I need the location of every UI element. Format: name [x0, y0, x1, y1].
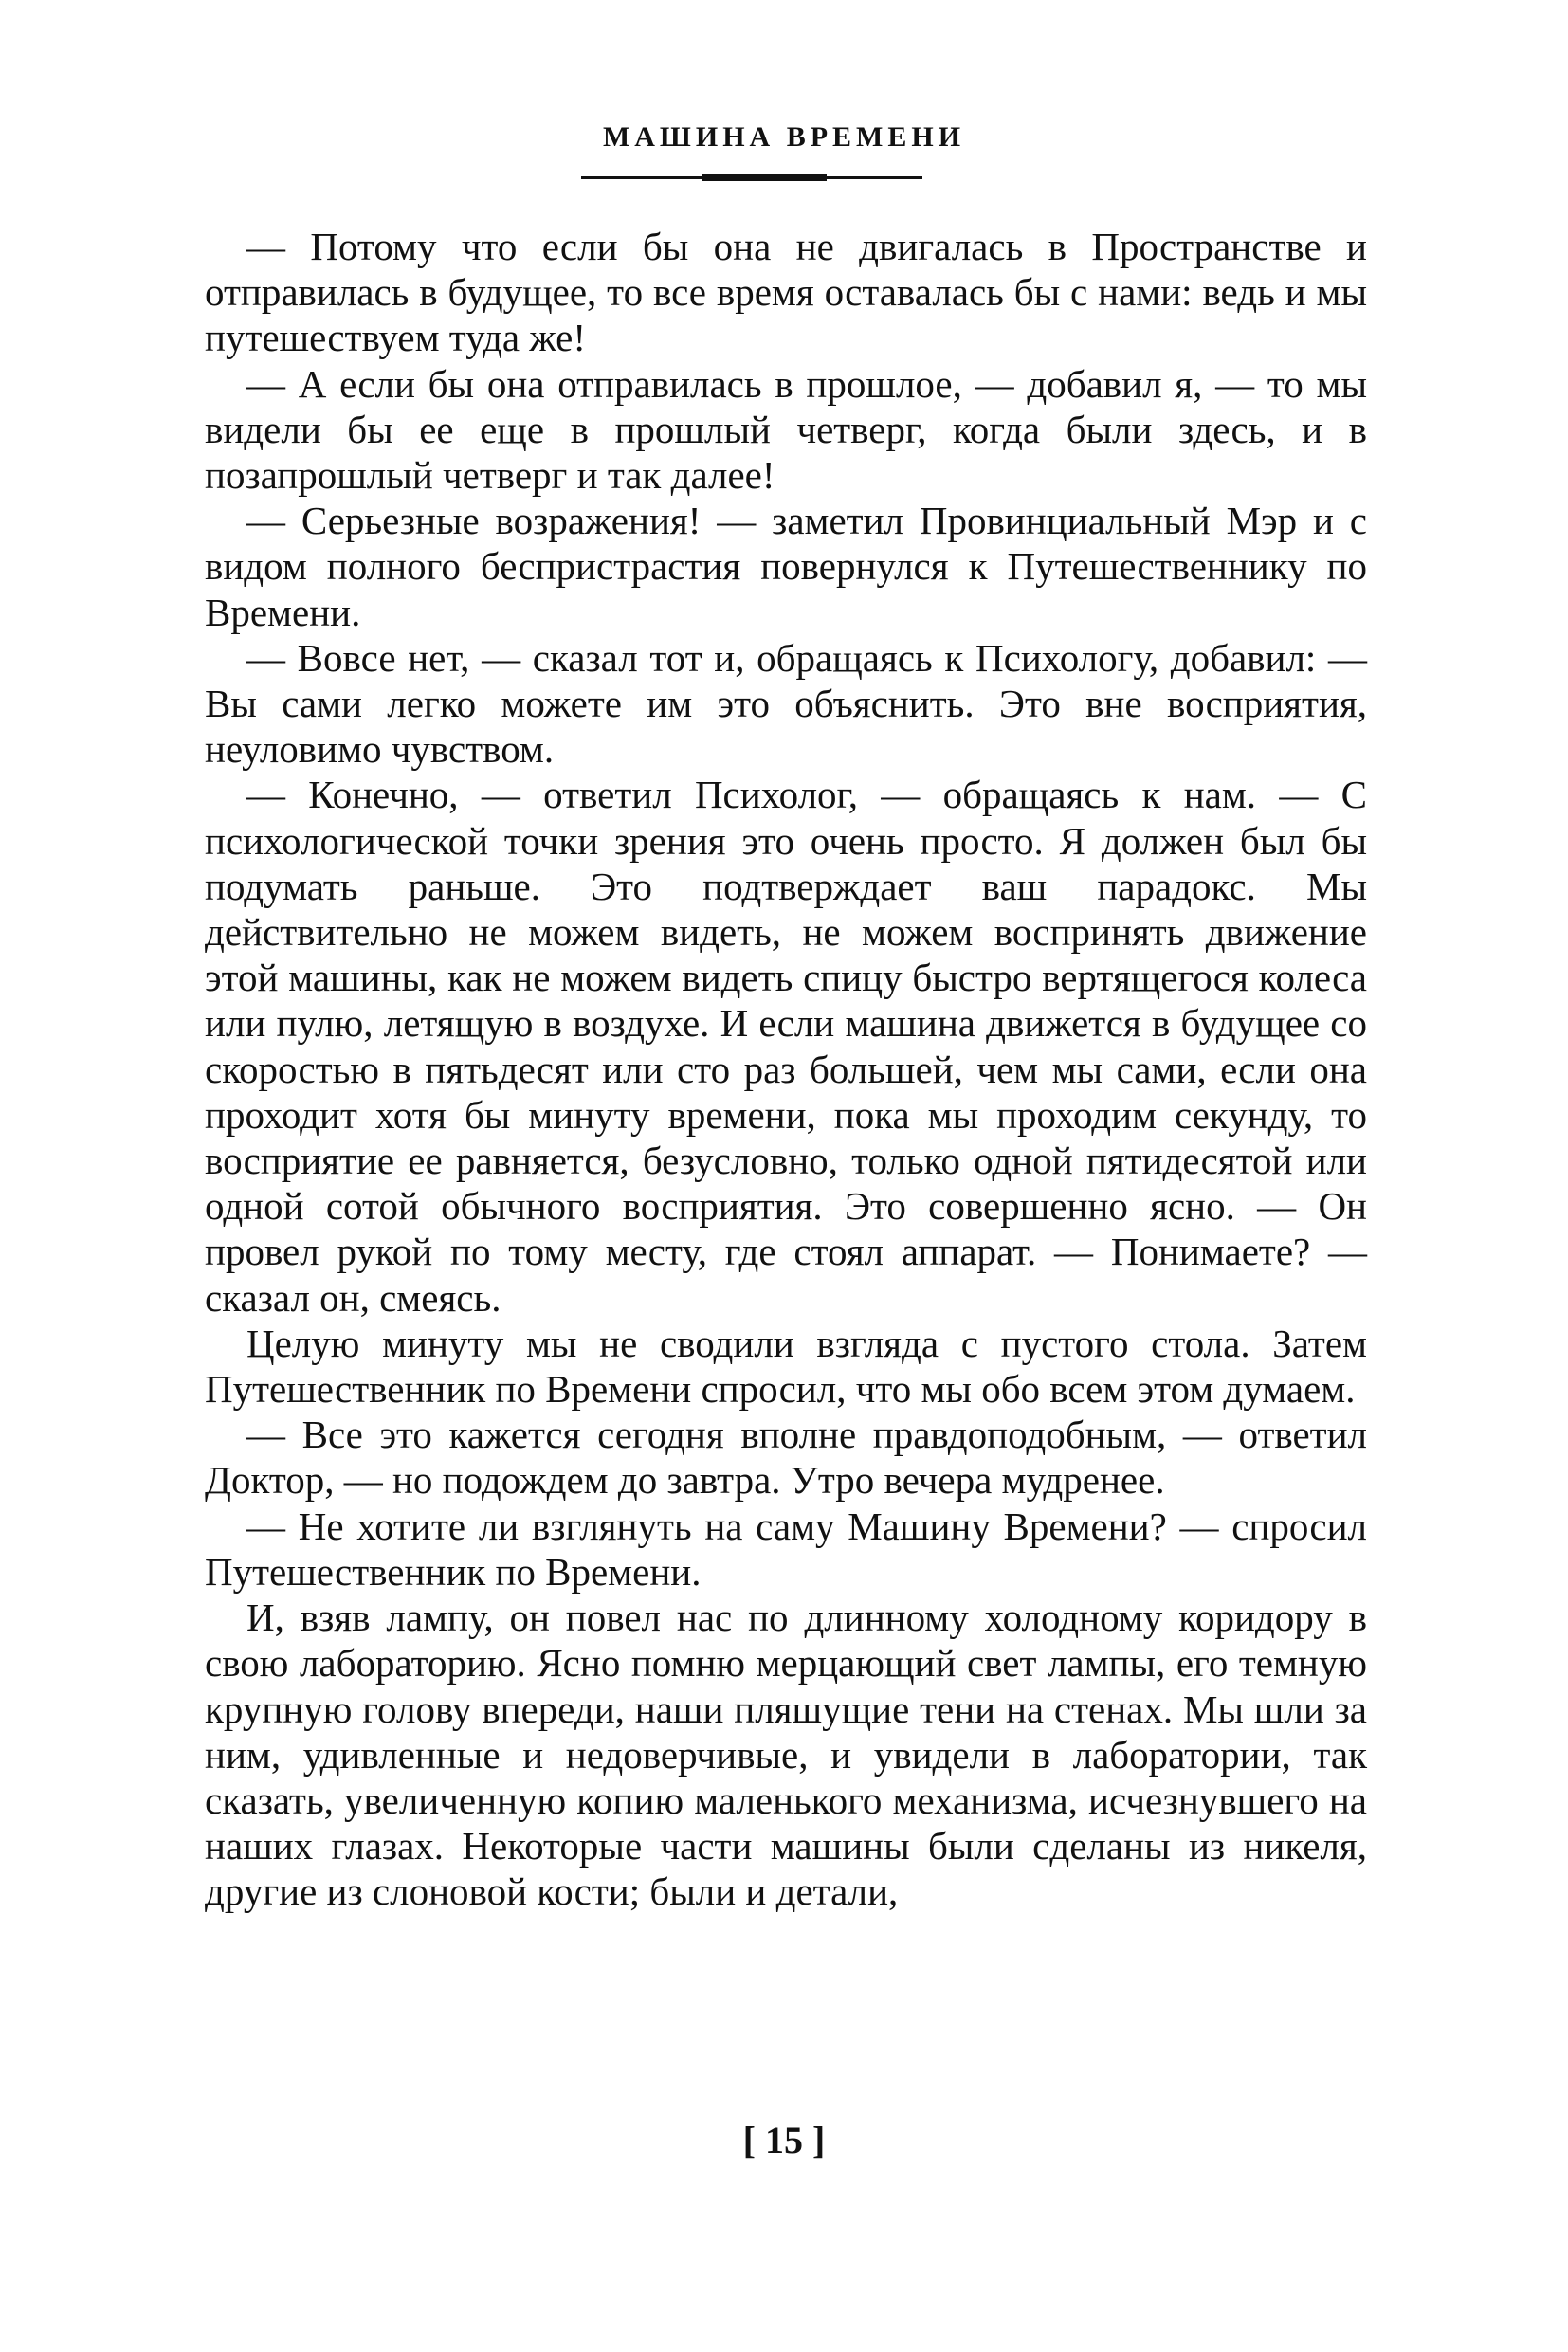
paragraph: — Вовсе нет, — сказал тот и, обращаясь к Психологу, добавил: — Вы сами легко можете им это объяснить. Это вне восприятия, неуловимо чувством.: [205, 635, 1367, 772]
paragraph: — Все это кажется сегодня вполне правдоподобным, — ответил Доктор, — но подождем до завтра. Утро вечера мудренее.: [205, 1413, 1367, 1503]
paragraph: — А если бы она отправилась в прошлое, — добавил я, — то мы видели бы ее еще в прошлый четверг, когда были здесь, и в позапрошлый четверг и так далее!: [205, 361, 1367, 498]
running-head-rule-accent: [702, 174, 827, 181]
paragraph: И, взяв лампу, он повел нас по длинному холодному коридору в свою лабораторию. Ясно помню мерцающий свет лампы, его темную крупную голову впереди, наши пляшущие тени на стенах. Мы шли за ним, удивленные и недоверчивые, и увидели в лаборатории, так сказать, увеличенную копию маленького механизма, исчезнувшего на наших глазах. Некоторые части машины были сделаны из никеля, другие из слоновой кости; были и детали,: [205, 1595, 1367, 1914]
paragraph: — Не хотите ли взглянуть на саму Машину Времени? — спросил Путешественник по Времени.: [205, 1504, 1367, 1594]
page-number: [ 15 ]: [742, 2119, 826, 2161]
paragraph: Целую минуту мы не сводили взгляда с пустого стола. Затем Путешественник по Времени спросил, что мы обо всем этом думаем.: [205, 1321, 1367, 1412]
paragraph: — Серьезные возражения! — заметил Провинциальный Мэр и с видом полного беспристрастия повернулся к Путешественнику по Времени.: [205, 499, 1367, 634]
body-text: [205, 224, 1367, 1915]
paragraph: — Потому что если бы она не двигалась в Пространстве и отправилась в будущее, то все время оставалась бы с нами: ведь и мы путешествуем туда же!: [205, 225, 1367, 360]
paragraph: — Конечно, — ответил Психолог, — обращаясь к нам. — С психологической точки зрения это очень просто. Я должен был бы подумать раньше. Это подтверждает ваш парадокс. Мы действительно не можем видеть, не можем воспринять движение этой машины, как не можем видеть спицу быстро вертящегося колеса или пулю, летящую в воздухе. И если машина движется в будущее со скоростью в пятьдесят или сто раз большей, чем мы сами, если она проходит хотя бы минуту времени, пока мы проходим секунду, то восприятие ее равняется, безусловно, только одной пятидесятой или одной сотой обычного восприятия. Это совершенно ясно. — Он провел рукой по тому месту, где стоял аппарат. — Понимаете? — сказал он, смеясь.: [205, 773, 1367, 1320]
running-head: МАШИНА ВРЕМЕНИ: [602, 121, 966, 153]
